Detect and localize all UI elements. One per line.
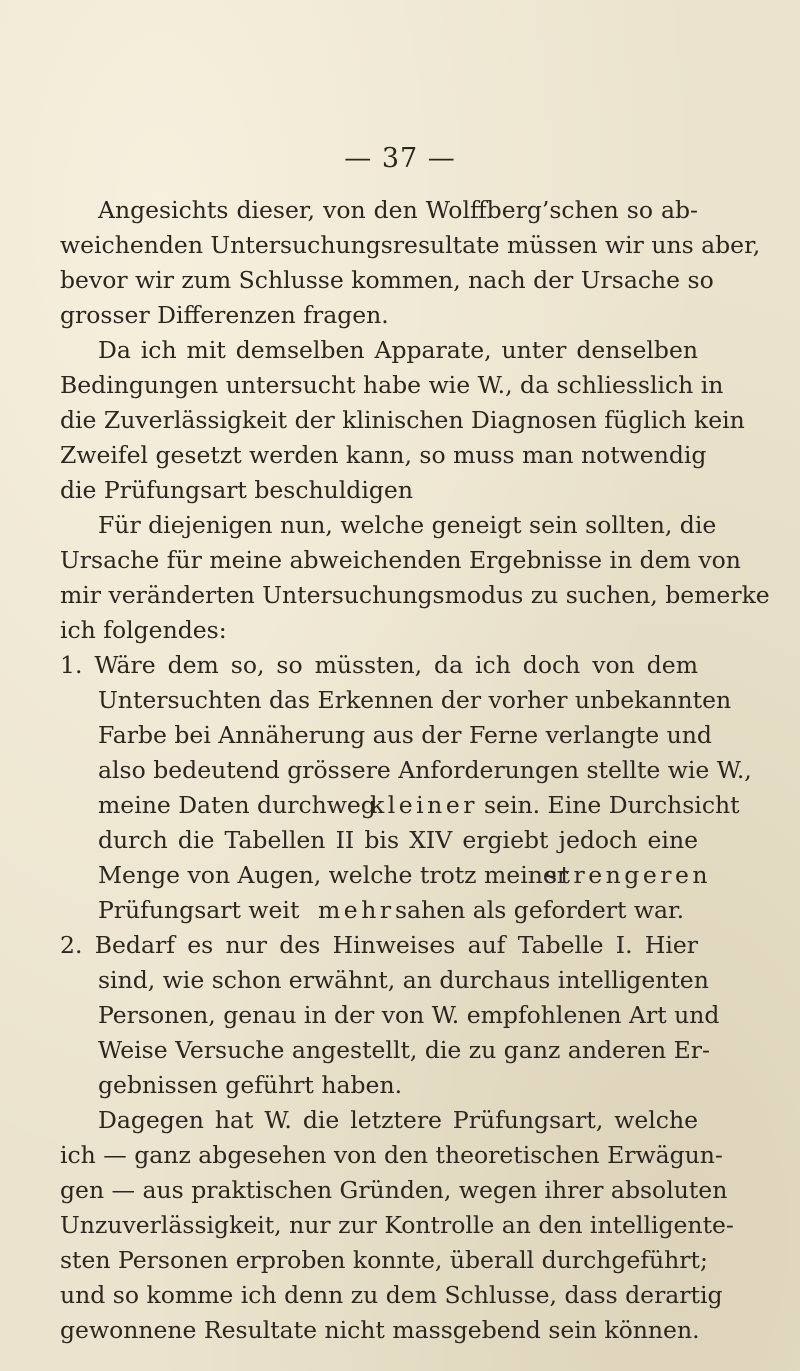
text-line: sind, wie schon erwähnt, an durchaus intelligenten xyxy=(98,966,709,994)
text-line: Für diejenigen nun, welche geneigt sein sollten, die xyxy=(98,511,717,539)
text-line: sten Personen erproben konnte, überall durchgeführt; xyxy=(60,1246,708,1274)
text-line: meine Daten durchweg xyxy=(98,791,376,819)
text-line: die Prüfungsart beschuldigen xyxy=(60,476,413,504)
text-line: Da ich mit demselben Apparate, unter denselben xyxy=(98,336,698,364)
text-line: sahen als gefordert war. xyxy=(395,896,685,924)
text-line: gebnissen geführt haben. xyxy=(98,1071,403,1099)
text-line: Angesichts dieser, von den Wolffberg’schen so ab- xyxy=(98,196,698,224)
text-line: ich folgendes: xyxy=(60,616,227,644)
text-line: bevor wir zum Schlusse kommen, nach der Ursache so xyxy=(60,266,714,294)
emphasized-word: kleiner xyxy=(370,791,478,819)
emphasized-word: mehr xyxy=(318,896,395,924)
text-line: sein. Eine Durchsicht xyxy=(484,791,740,819)
text-line: Farbe bei Annäherung aus der Ferne verlangte und xyxy=(98,721,712,749)
text-line: durch die Tabellen II bis XIV ergiebt jedoch eine xyxy=(98,826,698,854)
list-item-1-line: 1. Wäre dem so, so müssten, da ich doch von dem xyxy=(60,651,698,679)
text-line: die Zuverlässigkeit der klinischen Diagnosen füglich kein xyxy=(60,406,745,434)
page-number: — 37 — xyxy=(344,143,456,174)
text-line: Dagegen hat W. die letztere Prüfungsart, welche xyxy=(98,1106,698,1134)
text-line: Bedingungen untersucht habe wie W., da schliesslich in xyxy=(60,371,724,399)
text-line: und so komme ich denn zu dem Schlusse, dass derartig xyxy=(60,1281,723,1309)
text-line: Menge von Augen, welche trotz meiner xyxy=(98,861,568,889)
text-line: Zweifel gesetzt werden kann, so muss man notwendig xyxy=(60,441,707,469)
text-line: Prüfungsart weit xyxy=(98,896,300,924)
text-line: Untersuchten das Erkennen der vorher unbekannten xyxy=(98,686,732,714)
text-line: weichenden Untersuchungsresultate müssen wir uns aber, xyxy=(60,231,761,259)
text-line: gewonnene Resultate nicht massgebend sein können. xyxy=(60,1316,700,1344)
text-line: gen — aus praktischen Gründen, wegen ihrer absoluten xyxy=(60,1176,728,1204)
text-line: Weise Versuche angestellt, die zu ganz anderen Er- xyxy=(98,1036,710,1064)
text-line: ich — ganz abgesehen von den theoretischen Erwägun- xyxy=(60,1141,723,1169)
text-line: Unzuverlässigkeit, nur zur Kontrolle an den intelligente- xyxy=(60,1211,734,1239)
emphasized-word: strengeren xyxy=(545,861,712,889)
text-line: also bedeutend grössere Anforderungen stellte wie W., xyxy=(98,756,752,784)
text-line: mir veränderten Untersuchungsmodus zu suchen, bemerke xyxy=(60,581,770,609)
text-line: Personen, genau in der von W. empfohlenen Art und xyxy=(98,1001,720,1029)
text-line: Ursache für meine abweichenden Ergebnisse in dem von xyxy=(60,546,741,574)
list-item-2-line: 2. Bedarf es nur des Hinweises auf Tabelle I. Hier xyxy=(60,931,698,959)
text-line: grosser Differenzen fragen. xyxy=(60,301,389,329)
